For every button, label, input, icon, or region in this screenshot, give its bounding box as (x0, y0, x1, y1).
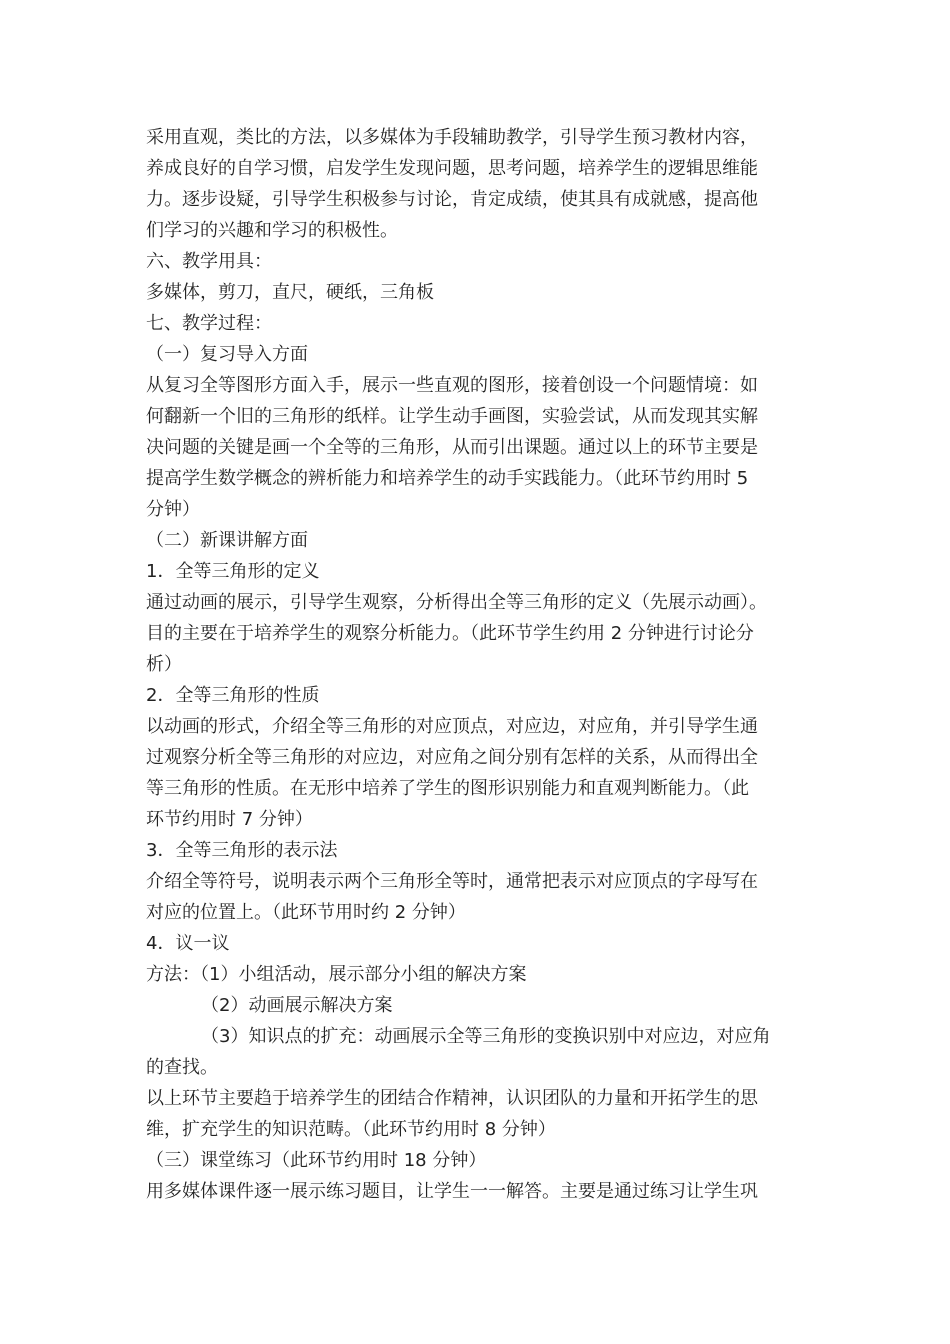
text-line: 采用直观，类比的方法，以多媒体为手段辅助教学，引导学生预习教材内容， (146, 127, 758, 148)
text-line: 环节约用时 7 分钟） (146, 809, 313, 830)
section-heading: 七、教学过程： (146, 313, 272, 334)
document-page (146, 122, 810, 1207)
section-heading: 六、教学用具： (146, 251, 272, 272)
numbered-heading: 4．议一议 (146, 933, 230, 954)
text-line: 维，扩充学生的知识范畴。（此环节约用时 8 分钟） (146, 1119, 556, 1140)
text-line: 析） (146, 654, 182, 675)
numbered-heading: 1．全等三角形的定义 (146, 561, 320, 582)
numbered-heading: 3．全等三角形的表示法 (146, 840, 338, 861)
subsection-heading: （二）新课讲解方面 (146, 530, 308, 551)
text-line: 介绍全等符号，说明表示两个三角形全等时，通常把表示对应顶点的字母写在 (146, 871, 758, 892)
text-line: 用多媒体课件逐一展示练习题目，让学生一一解答。主要是通过练习让学生巩 (146, 1181, 758, 1202)
text-line: 等三角形的性质。在无形中培养了学生的图形识别能力和直观判断能力。（此 (146, 778, 749, 799)
method-line-indented: （3）知识点的扩充：动画展示全等三角形的变换识别中对应边，对应角 (201, 1026, 771, 1047)
text-line: 们学习的兴趣和学习的积极性。 (146, 220, 398, 241)
text-line: 过观察分析全等三角形的对应边，对应角之间分别有怎样的关系，从而得出全 (146, 747, 758, 768)
text-line: 从复习全等图形方面入手，展示一些直观的图形，接着创设一个问题情境：如 (146, 375, 758, 396)
text-line: 以上环节主要趋于培养学生的团结合作精神，认识团队的力量和开拓学生的思 (146, 1088, 758, 1109)
text-line: 目的主要在于培养学生的观察分析能力。（此环节学生约用 2 分钟进行讨论分 (146, 623, 754, 644)
text-line: 对应的位置上。（此环节用时约 2 分钟） (146, 902, 466, 923)
method-line-indented: （2）动画展示解决方案 (201, 995, 393, 1016)
text-line: 通过动画的展示，引导学生观察，分析得出全等三角形的定义（先展示动画）。 (146, 592, 767, 613)
text-line: 决问题的关键是画一个全等的三角形，从而引出课题。通过以上的环节主要是 (146, 437, 758, 458)
numbered-heading: 2．全等三角形的性质 (146, 685, 320, 706)
text-line: 以动画的形式，介绍全等三角形的对应顶点，对应边，对应角，并引导学生通 (146, 716, 758, 737)
text-line: 力。逐步设疑，引导学生积极参与讨论，肯定成绩，使其具有成就感，提高他 (146, 189, 758, 210)
text-line: 多媒体，剪刀，直尺，硬纸，三角板 (146, 282, 434, 303)
subsection-heading: （一）复习导入方面 (146, 344, 308, 365)
method-line: 方法：（1）小组活动，展示部分小组的解决方案 (146, 964, 527, 985)
subsection-heading: （三）课堂练习（此环节约用时 18 分钟） (146, 1150, 487, 1171)
text-line: 何翻新一个旧的三角形的纸样。让学生动手画图，实验尝试，从而发现其实解 (146, 406, 758, 427)
text-line: 提高学生数学概念的辨析能力和培养学生的动手实践能力。（此环节约用时 5 (146, 468, 749, 489)
text-line: 的查找。 (146, 1057, 218, 1078)
text-line: 养成良好的自学习惯，启发学生发现问题，思考问题，培养学生的逻辑思维能 (146, 158, 758, 179)
text-line: 分钟） (146, 499, 200, 520)
